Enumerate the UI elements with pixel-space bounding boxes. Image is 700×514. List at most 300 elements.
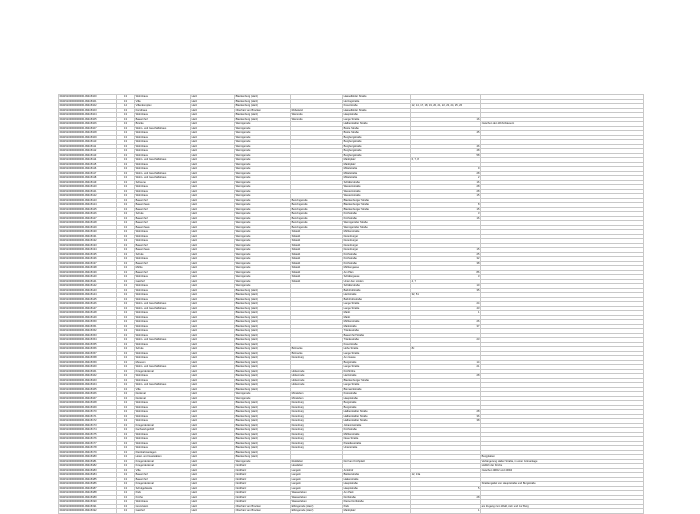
- table-cell-type[interactable]: 13: [117, 180, 135, 185]
- table-cell-town[interactable]: Oberharz am Brocken: [235, 108, 291, 113]
- table-cell-address[interactable]: Schäfergasse: [343, 275, 411, 280]
- table-cell-object[interactable]: Kriegerdenkmal: [135, 423, 191, 428]
- table-cell-house_no[interactable]: 28: [411, 495, 481, 500]
- table-cell-object[interactable]: Mühle: [135, 266, 191, 271]
- table-cell-id[interactable]: 09415100000000000-09415158: [59, 356, 117, 361]
- table-cell-town[interactable]: Blankenburg (Harz): [235, 288, 291, 293]
- table-cell-town[interactable]: Blankenburg (Harz): [235, 365, 291, 370]
- table-cell-object[interactable]: Wohnhaus: [135, 185, 191, 190]
- table-cell-town[interactable]: Wernigerode: [235, 257, 291, 262]
- table-cell-object[interactable]: Denkmal: [135, 396, 191, 401]
- table-cell-id[interactable]: 09415100000000000-09415165: [59, 387, 117, 392]
- table-cell-house_no[interactable]: 5: [411, 486, 481, 491]
- table-cell-house_no[interactable]: 15: [411, 248, 481, 253]
- table-cell-type[interactable]: 13: [117, 315, 135, 320]
- table-cell-id[interactable]: 09415100000000000-09415187: [59, 486, 117, 491]
- table-cell-type[interactable]: 13: [117, 432, 135, 437]
- table-cell-address[interactable]: Herzogstraße: [343, 99, 411, 104]
- table-cell-locality[interactable]: Silstedt: [291, 239, 343, 244]
- table-cell-type[interactable]: 13: [117, 95, 135, 100]
- table-cell-town[interactable]: Wernigerode: [235, 261, 291, 266]
- table-cell-object[interactable]: Villenkomplex: [135, 104, 191, 109]
- table-cell-town[interactable]: Blankenburg (Harz): [235, 324, 291, 329]
- table-cell-type[interactable]: 13: [117, 248, 135, 253]
- table-cell-id[interactable]: 09415100000000000-09415106: [59, 122, 117, 127]
- table-cell-object[interactable]: Brücke: [135, 122, 191, 127]
- table-cell-object[interactable]: Wohnhaus: [135, 356, 191, 361]
- table-cell-id[interactable]: 09415100000000000-09415167: [59, 396, 117, 401]
- table-cell-note[interactable]: Burgplatten: [481, 455, 644, 460]
- table-cell-district[interactable]: Harz: [191, 261, 235, 266]
- table-cell-id[interactable]: 09415100000000000-09415121: [59, 189, 117, 194]
- table-cell-town[interactable]: Wernigerode: [235, 275, 291, 280]
- table-cell-locality[interactable]: Derenburg: [291, 405, 343, 410]
- table-cell-town[interactable]: Wernigerode: [235, 248, 291, 253]
- table-cell-address[interactable]: Halberstädter Straße: [343, 410, 411, 415]
- table-cell-id[interactable]: 09415100000000000-09415132: [59, 239, 117, 244]
- table-cell-district[interactable]: Harz: [191, 486, 235, 491]
- table-cell-house_no[interactable]: 45: [411, 131, 481, 136]
- table-cell-house_no[interactable]: 16: [411, 117, 481, 122]
- table-cell-object[interactable]: Wohnhaus: [135, 311, 191, 316]
- table-cell-object[interactable]: Wohn- und Geschäftshaus: [135, 383, 191, 388]
- table-cell-house_no[interactable]: 21: [411, 365, 481, 370]
- table-cell-locality[interactable]: Börnecke: [291, 347, 343, 352]
- table-cell-town[interactable]: Nordharz: [235, 473, 291, 478]
- table-cell-house_no[interactable]: 12, 14, 17, 18, 19, 20, 21, 22, 23, 24, 25, 26: [411, 104, 481, 109]
- table-cell-id[interactable]: 09415100000000000-09415191: [59, 504, 117, 509]
- table-cell-locality[interactable]: Reddeber: [291, 459, 343, 464]
- table-cell-district[interactable]: Harz: [191, 284, 235, 289]
- table-cell-type[interactable]: 13: [117, 270, 135, 275]
- table-cell-district[interactable]: Harz: [191, 293, 235, 298]
- table-cell-object[interactable]: Wohnhaus: [135, 189, 191, 194]
- table-cell-house_no[interactable]: 3: [411, 212, 481, 217]
- table-cell-house_no[interactable]: 23: [411, 338, 481, 343]
- table-cell-address[interactable]: Lange Straße: [343, 383, 411, 388]
- table-cell-house_no[interactable]: 16: [411, 216, 481, 221]
- table-cell-town[interactable]: Wernigerode: [235, 198, 291, 203]
- table-cell-id[interactable]: 09415100000000000-09415123: [59, 198, 117, 203]
- table-cell-town[interactable]: Wernigerode: [235, 122, 291, 127]
- table-cell-locality[interactable]: Derenburg: [291, 428, 343, 433]
- table-cell-district[interactable]: Harz: [191, 234, 235, 239]
- table-cell-town[interactable]: Nordharz: [235, 500, 291, 505]
- table-cell-id[interactable]: 09415100000000000-09415166: [59, 392, 117, 397]
- table-cell-object[interactable]: Wohnhaus: [135, 320, 191, 325]
- table-cell-note[interactable]: südlich der Kirche: [481, 464, 644, 469]
- table-cell-type[interactable]: 13: [117, 149, 135, 154]
- table-cell-object[interactable]: Gasthof: [135, 509, 191, 514]
- table-cell-type[interactable]: 13: [117, 297, 135, 302]
- table-cell-id[interactable]: 09415100000000000-09415110: [59, 140, 117, 145]
- table-cell-district[interactable]: Harz: [191, 473, 235, 478]
- table-cell-district[interactable]: Harz: [191, 320, 235, 325]
- table-cell-locality[interactable]: Heudeber: [291, 464, 343, 469]
- table-cell-object[interactable]: Wohnhaus: [135, 230, 191, 235]
- table-cell-type[interactable]: 13: [117, 378, 135, 383]
- table-cell-id[interactable]: 09415100000000000-09415135: [59, 252, 117, 257]
- table-cell-district[interactable]: Harz: [191, 270, 235, 275]
- table-cell-address[interactable]: Halberstädter Straße: [343, 419, 411, 424]
- table-cell-house_no[interactable]: 16: [411, 180, 481, 185]
- table-cell-locality[interactable]: Langeln: [291, 473, 343, 478]
- table-cell-address[interactable]: Hakenstraße: [343, 477, 411, 482]
- table-cell-town[interactable]: Blankenburg (Harz): [235, 333, 291, 338]
- table-cell-town[interactable]: Wernigerode: [235, 221, 291, 226]
- table-cell-house_no[interactable]: 28: [411, 171, 481, 176]
- table-cell-district[interactable]: Harz: [191, 144, 235, 149]
- table-cell-district[interactable]: Harz: [191, 374, 235, 379]
- table-cell-locality[interactable]: Derenburg: [291, 423, 343, 428]
- table-cell-object[interactable]: Wohnhaus: [135, 257, 191, 262]
- table-cell-locality[interactable]: Silstedt: [291, 257, 343, 262]
- table-cell-address[interactable]: Derenburger: [343, 234, 411, 239]
- table-cell-type[interactable]: 13: [117, 387, 135, 392]
- table-cell-district[interactable]: Harz: [191, 414, 235, 419]
- table-cell-address[interactable]: Bahnhofsstraße: [343, 297, 411, 302]
- table-cell-address[interactable]: Bäckerstraße: [343, 473, 411, 478]
- table-cell-type[interactable]: 13: [117, 234, 135, 239]
- table-cell-id[interactable]: 09415100000000000-09415180: [59, 455, 117, 460]
- table-cell-address[interactable]: Mühlenstraße: [343, 230, 411, 235]
- table-cell-object[interactable]: Wohn- und Geschäftshaus: [135, 302, 191, 307]
- table-cell-object[interactable]: Wohn- und Geschäftshaus: [135, 158, 191, 163]
- table-cell-id[interactable]: 09415100000000000-09415120: [59, 185, 117, 190]
- table-cell-town[interactable]: Blankenburg (Harz): [235, 378, 291, 383]
- table-cell-town[interactable]: Nordharz: [235, 464, 291, 469]
- table-cell-town[interactable]: Blankenburg (Harz): [235, 95, 291, 100]
- table-cell-id[interactable]: 09415100000000000-09415182: [59, 464, 117, 469]
- table-cell-object[interactable]: Kriegerdenkmal: [135, 369, 191, 374]
- table-cell-address[interactable]: Bismarckstraße: [343, 387, 411, 392]
- table-cell-locality[interactable]: Silstedt: [291, 270, 343, 275]
- table-cell-type[interactable]: 13: [117, 482, 135, 487]
- table-cell-type[interactable]: 13: [117, 491, 135, 496]
- table-cell-object[interactable]: Bauernhof: [135, 221, 191, 226]
- table-cell-address[interactable]: Mühlenstraße: [343, 320, 411, 325]
- table-cell-house_no[interactable]: 12, 13a: [411, 473, 481, 478]
- table-cell-locality[interactable]: Silstedt: [291, 266, 343, 271]
- table-cell-object[interactable]: Wohnhaus: [135, 342, 191, 347]
- table-cell-house_no[interactable]: 28: [411, 185, 481, 190]
- table-cell-id[interactable]: 09415100000000000-09415163: [59, 378, 117, 383]
- table-cell-town[interactable]: Blankenburg (Harz): [235, 104, 291, 109]
- table-cell-district[interactable]: Harz: [191, 185, 235, 190]
- table-cell-town[interactable]: Blankenburg (Harz): [235, 302, 291, 307]
- table-cell-address[interactable]: Marktplatz: [343, 162, 411, 167]
- table-cell-id[interactable]: 09415100000000000-09415112: [59, 149, 117, 154]
- table-cell-address[interactable]: Burgbergstraße: [343, 140, 411, 145]
- table-cell-address[interactable]: Breite Straße: [343, 126, 411, 131]
- table-cell-district[interactable]: Harz: [191, 203, 235, 208]
- table-cell-type[interactable]: 13: [117, 126, 135, 131]
- table-cell-address[interactable]: Hauptstraße: [343, 486, 411, 491]
- table-cell-object[interactable]: Wohnhaus: [135, 275, 191, 280]
- table-cell-address[interactable]: Kirchstraße: [343, 216, 411, 221]
- table-cell-district[interactable]: Harz: [191, 495, 235, 500]
- table-cell-object[interactable]: Wohnhaus: [135, 113, 191, 118]
- table-cell-district[interactable]: Harz: [191, 383, 235, 388]
- table-cell-type[interactable]: 13: [117, 311, 135, 316]
- table-cell-id[interactable]: 09415100000000000-09415149: [59, 315, 117, 320]
- table-cell-address[interactable]: Kleine Dorfstraße: [343, 500, 411, 505]
- table-cell-id[interactable]: 09415100000000000-09415117: [59, 171, 117, 176]
- table-cell-id[interactable]: 09415100000000000-09415178: [59, 446, 117, 451]
- table-cell-district[interactable]: Harz: [191, 95, 235, 100]
- table-cell-address[interactable]: Lange Straße: [343, 117, 411, 122]
- table-cell-town[interactable]: Wernigerode: [235, 284, 291, 289]
- table-cell-object[interactable]: Wohnhaus: [135, 351, 191, 356]
- table-cell-address[interactable]: Tränkestraße: [343, 338, 411, 343]
- table-cell-type[interactable]: 13: [117, 302, 135, 307]
- table-cell-type[interactable]: 13: [117, 257, 135, 262]
- table-cell-address[interactable]: Kreuzstraße: [343, 342, 411, 347]
- table-cell-district[interactable]: Harz: [191, 347, 235, 352]
- table-cell-town[interactable]: Nordharz: [235, 491, 291, 496]
- table-cell-town[interactable]: Wernigerode: [235, 243, 291, 248]
- table-cell-locality[interactable]: Rübeland: [291, 108, 343, 113]
- table-cell-type[interactable]: 13: [117, 261, 135, 266]
- table-cell-id[interactable]: 09415100000000000-09415107: [59, 126, 117, 131]
- table-cell-locality[interactable]: Minsleben: [291, 396, 343, 401]
- table-cell-object[interactable]: Wohnhaus: [135, 234, 191, 239]
- table-cell-house_no[interactable]: 1: [411, 311, 481, 316]
- table-cell-district[interactable]: Harz: [191, 180, 235, 185]
- table-cell-id[interactable]: 09415100000000000-09415160: [59, 365, 117, 370]
- table-cell-district[interactable]: Harz: [191, 176, 235, 181]
- table-cell-id[interactable]: 09415100000000000-09415157: [59, 351, 117, 356]
- table-cell-house_no[interactable]: 43: [411, 306, 481, 311]
- table-cell-object[interactable]: Villa: [135, 387, 191, 392]
- table-cell-type[interactable]: 13: [117, 194, 135, 199]
- table-cell-id[interactable]: 09415100000000000-09415153: [59, 333, 117, 338]
- table-cell-locality[interactable]: Derenburg: [291, 432, 343, 437]
- table-cell-address[interactable]: Neue Straße: [343, 437, 411, 442]
- table-cell-locality[interactable]: Silstedt: [291, 234, 343, 239]
- table-cell-note[interactable]: Straßengabel von Hauptstraße und Burgstraße: [481, 482, 644, 487]
- table-cell-id[interactable]: 09415100000000000-09415145: [59, 297, 117, 302]
- table-cell-district[interactable]: Harz: [191, 243, 235, 248]
- table-cell-town[interactable]: Blankenburg (Harz): [235, 347, 291, 352]
- table-cell-address[interactable]: Mittelstraße: [343, 171, 411, 176]
- table-cell-district[interactable]: Harz: [191, 315, 235, 320]
- table-cell-type[interactable]: 13: [117, 225, 135, 230]
- table-cell-id[interactable]: 09415100000000000-09415127: [59, 216, 117, 221]
- table-cell-type[interactable]: 13: [117, 329, 135, 334]
- table-cell-district[interactable]: Harz: [191, 266, 235, 271]
- table-cell-id[interactable]: 09415100000000000-09415170: [59, 410, 117, 415]
- table-cell-town[interactable]: Wernigerode: [235, 176, 291, 181]
- table-cell-district[interactable]: Harz: [191, 158, 235, 163]
- table-cell-district[interactable]: Harz: [191, 410, 235, 415]
- table-cell-address[interactable]: Blankenburger Straße: [343, 203, 411, 208]
- table-cell-object[interactable]: Bauernhof: [135, 216, 191, 221]
- table-cell-object[interactable]: Wohn- und Geschäftshaus: [135, 171, 191, 176]
- table-cell-object[interactable]: Wohnhaus: [135, 324, 191, 329]
- table-cell-object[interactable]: Wohnhaus: [135, 419, 191, 424]
- table-cell-district[interactable]: Harz: [191, 207, 235, 212]
- table-cell-type[interactable]: 13: [117, 374, 135, 379]
- table-cell-address[interactable]: Bahnhofstraße: [343, 288, 411, 293]
- table-cell-locality[interactable]: Elbingerode (Harz): [291, 509, 343, 514]
- table-cell-district[interactable]: Harz: [191, 230, 235, 235]
- table-cell-address[interactable]: Unter den Linden: [343, 279, 411, 284]
- table-cell-object[interactable]: Denkmal: [135, 392, 191, 397]
- table-cell-district[interactable]: Harz: [191, 212, 235, 217]
- table-cell-address[interactable]: Kreuzstraße: [343, 104, 411, 109]
- table-cell-locality[interactable]: Wasserleben: [291, 491, 343, 496]
- table-cell-house_no[interactable]: 46: [411, 144, 481, 149]
- table-cell-id[interactable]: 09415100000000000-09415126: [59, 212, 117, 217]
- table-cell-address[interactable]: Harzstraße: [343, 293, 411, 298]
- table-cell-type[interactable]: 13: [117, 212, 135, 217]
- table-cell-type[interactable]: 13: [117, 441, 135, 446]
- table-cell-town[interactable]: Blankenburg (Harz): [235, 369, 291, 374]
- table-cell-type[interactable]: 13: [117, 113, 135, 118]
- table-cell-type[interactable]: 13: [117, 486, 135, 491]
- table-cell-town[interactable]: Blankenburg (Harz): [235, 423, 291, 428]
- table-cell-town[interactable]: Blankenburg (Harz): [235, 117, 291, 122]
- table-cell-district[interactable]: Harz: [191, 216, 235, 221]
- table-cell-id[interactable]: 09415100000000000-09415101: [59, 99, 117, 104]
- table-cell-address[interactable]: Lange Straße: [343, 306, 411, 311]
- table-cell-type[interactable]: 13: [117, 419, 135, 424]
- table-cell-district[interactable]: Harz: [191, 149, 235, 154]
- table-cell-town[interactable]: Blankenburg (Harz): [235, 306, 291, 311]
- table-cell-type[interactable]: 13: [117, 455, 135, 460]
- table-cell-town[interactable]: Blankenburg (Harz): [235, 387, 291, 392]
- table-cell-town[interactable]: Wernigerode: [235, 230, 291, 235]
- table-cell-town[interactable]: Wernigerode: [235, 279, 291, 284]
- table-cell-type[interactable]: 13: [117, 185, 135, 190]
- table-cell-id[interactable]: 09415100000000000-09415174: [59, 428, 117, 433]
- table-cell-type[interactable]: 13: [117, 369, 135, 374]
- table-cell-object[interactable]: Wohnhaus: [135, 131, 191, 136]
- table-cell-house_no[interactable]: 14: [411, 360, 481, 365]
- table-cell-type[interactable]: 13: [117, 401, 135, 406]
- table-cell-type[interactable]: 13: [117, 500, 135, 505]
- table-cell-town[interactable]: Blankenburg (Harz): [235, 446, 291, 451]
- table-cell-district[interactable]: Harz: [191, 450, 235, 455]
- table-cell-address[interactable]: Kreisstraße: [343, 392, 411, 397]
- table-cell-district[interactable]: Harz: [191, 356, 235, 361]
- table-cell-id[interactable]: 09415100000000000-09415113: [59, 153, 117, 158]
- table-cell-type[interactable]: 13: [117, 221, 135, 226]
- table-cell-address[interactable]: Unterstraße: [343, 446, 411, 451]
- table-cell-district[interactable]: Harz: [191, 257, 235, 262]
- table-cell-address[interactable]: Burgstraße: [343, 405, 411, 410]
- table-cell-object[interactable]: Bauernhaus: [135, 248, 191, 253]
- table-cell-address[interactable]: Dorf am Kirchplatz: [343, 459, 411, 464]
- table-cell-house_no[interactable]: 1: [411, 509, 481, 514]
- table-cell-district[interactable]: Harz: [191, 423, 235, 428]
- table-cell-object[interactable]: Wohnhaus: [135, 378, 191, 383]
- table-cell-town[interactable]: Blankenburg (Harz): [235, 401, 291, 406]
- table-cell-town[interactable]: Wernigerode: [235, 396, 291, 401]
- table-cell-town[interactable]: Blankenburg (Harz): [235, 383, 291, 388]
- table-cell-town[interactable]: Wernigerode: [235, 158, 291, 163]
- table-cell-district[interactable]: Harz: [191, 491, 235, 496]
- table-cell-district[interactable]: Harz: [191, 194, 235, 199]
- table-cell-object[interactable]: Wohnhaus: [135, 410, 191, 415]
- table-cell-district[interactable]: Harz: [191, 104, 235, 109]
- table-cell-object[interactable]: Bauernhof: [135, 477, 191, 482]
- table-cell-district[interactable]: Harz: [191, 329, 235, 334]
- table-cell-address[interactable]: Mittelstraße: [343, 176, 411, 181]
- table-cell-type[interactable]: 13: [117, 392, 135, 397]
- table-cell-address[interactable]: Harzstraße: [343, 374, 411, 379]
- table-cell-type[interactable]: 13: [117, 468, 135, 473]
- table-cell-id[interactable]: 09415100000000000-09415124: [59, 203, 117, 208]
- table-cell-locality[interactable]: Elbingerode (Harz): [291, 504, 343, 509]
- table-cell-address[interactable]: Am Plan: [343, 270, 411, 275]
- table-cell-district[interactable]: Harz: [191, 221, 235, 226]
- table-cell-locality[interactable]: Silstedt: [291, 248, 343, 253]
- table-cell-type[interactable]: 13: [117, 275, 135, 280]
- table-cell-address[interactable]: Markt: [343, 311, 411, 316]
- table-cell-town[interactable]: Blankenburg (Harz): [235, 437, 291, 442]
- table-cell-type[interactable]: 13: [117, 144, 135, 149]
- table-cell-id[interactable]: 09415100000000000-09415185: [59, 477, 117, 482]
- table-cell-district[interactable]: Harz: [191, 252, 235, 257]
- table-cell-object[interactable]: Schule: [135, 252, 191, 257]
- table-cell-town[interactable]: Blankenburg (Harz): [235, 99, 291, 104]
- table-cell-type[interactable]: 13: [117, 189, 135, 194]
- table-cell-locality[interactable]: Hüttenrode: [291, 369, 343, 374]
- table-cell-type[interactable]: 14: [117, 104, 135, 109]
- table-cell-type[interactable]: 13: [117, 446, 135, 451]
- table-cell-town[interactable]: Wernigerode: [235, 239, 291, 244]
- table-cell-house_no[interactable]: 24: [411, 302, 481, 307]
- table-cell-object[interactable]: Museum: [135, 360, 191, 365]
- table-cell-locality[interactable]: Derenburg: [291, 410, 343, 415]
- table-cell-house_no[interactable]: 8: [411, 203, 481, 208]
- table-cell-address[interactable]: Mühlengasse: [343, 266, 411, 271]
- table-cell-address[interactable]: Westernstraße: [343, 194, 411, 199]
- table-cell-id[interactable]: 09415100000000000-09415118: [59, 176, 117, 181]
- table-cell-town[interactable]: Wernigerode: [235, 180, 291, 185]
- table-cell-house_no[interactable]: 4, 7: [411, 279, 481, 284]
- table-cell-object[interactable]: Wohn- und Geschäftshaus: [135, 176, 191, 181]
- table-cell-district[interactable]: Harz: [191, 365, 235, 370]
- table-cell-object[interactable]: Wohnhaus: [135, 167, 191, 172]
- table-cell-type[interactable]: 13: [117, 117, 135, 122]
- table-cell-town[interactable]: Oberharz am Brocken: [235, 504, 291, 509]
- table-cell-district[interactable]: Harz: [191, 324, 235, 329]
- table-cell-house_no[interactable]: 35: [411, 288, 481, 293]
- table-cell-object[interactable]: Bauernhof: [135, 261, 191, 266]
- table-cell-type[interactable]: 13: [117, 320, 135, 325]
- table-cell-locality[interactable]: Silstedt: [291, 243, 343, 248]
- table-cell-type[interactable]: 13: [117, 131, 135, 136]
- table-cell-address[interactable]: Lange Straße: [343, 351, 411, 356]
- table-cell-district[interactable]: Harz: [191, 153, 235, 158]
- table-cell-id[interactable]: 09415100000000000-09415175: [59, 432, 117, 437]
- table-cell-address[interactable]: Derenburger: [343, 243, 411, 248]
- table-cell-district[interactable]: Harz: [191, 162, 235, 167]
- table-cell-district[interactable]: Harz: [191, 509, 235, 514]
- table-cell-address[interactable]: Kirchstraße: [343, 212, 411, 217]
- table-cell-note[interactable]: zwischen den Wohnhäusern: [481, 122, 644, 127]
- table-cell-type[interactable]: 13: [117, 504, 135, 509]
- table-cell-town[interactable]: Wernigerode: [235, 167, 291, 172]
- table-cell-object[interactable]: Wohnhaus: [135, 432, 191, 437]
- table-cell-address[interactable]: Hohe Straße: [343, 347, 411, 352]
- table-cell-town[interactable]: Blankenburg (Harz): [235, 419, 291, 424]
- table-cell-id[interactable]: 09415100000000000-09415156: [59, 347, 117, 352]
- table-cell-district[interactable]: Harz: [191, 342, 235, 347]
